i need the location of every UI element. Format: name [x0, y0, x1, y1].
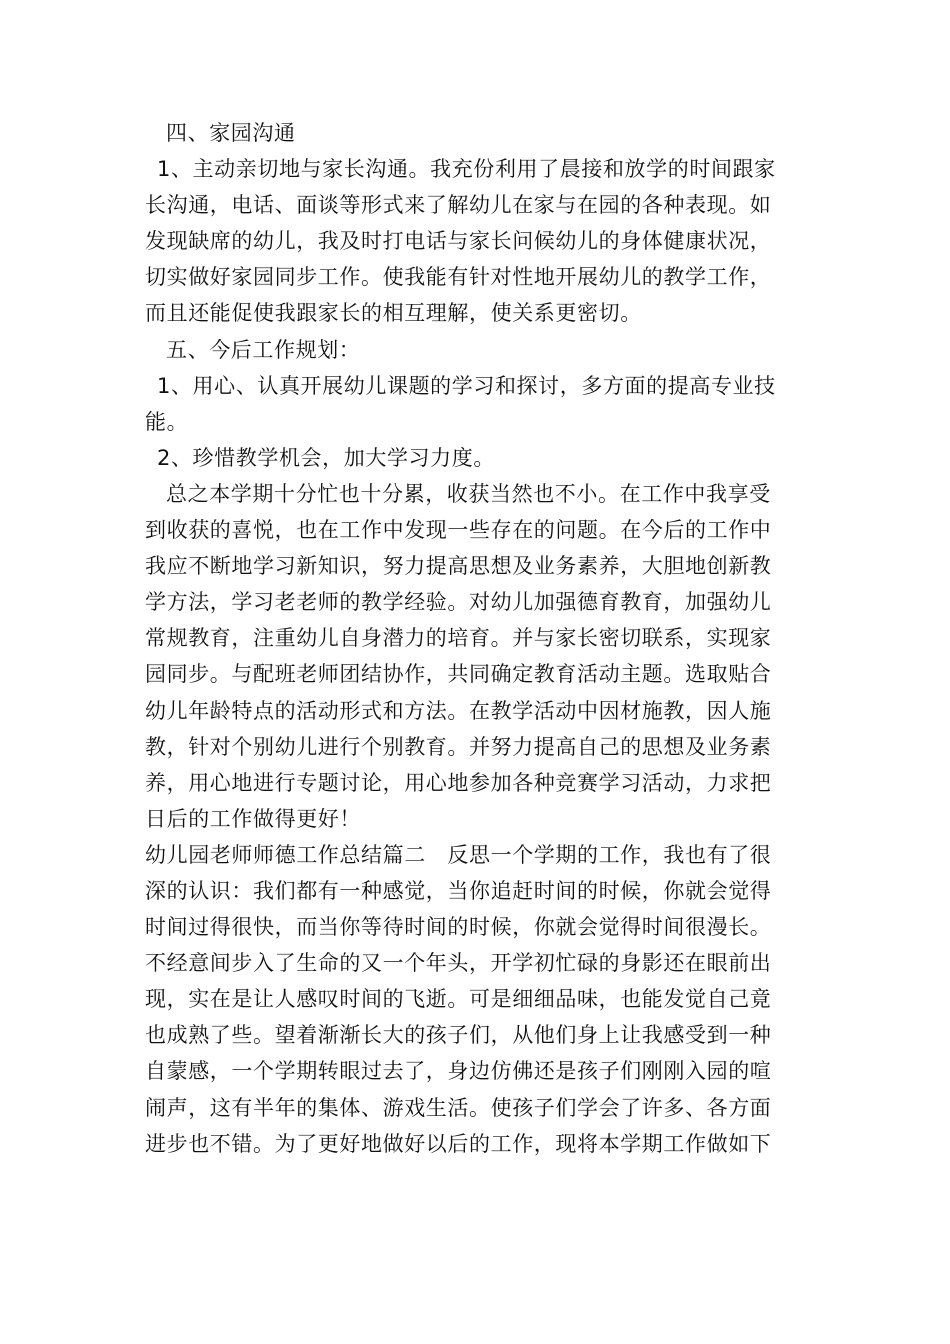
paragraph-line: 养，用心地进行专题讨论，用心地参加各种竞赛学习活动，力求把	[145, 770, 772, 795]
paragraph-line: 总之本学期十分忙也十分累，收获当然也不小。在工作中我享受	[166, 481, 771, 506]
paragraph-line: 日后的工作做得更好！	[145, 806, 361, 831]
paragraph-line: 园同步。与配班老师团结协作，共同确定教育活动主题。选取贴合	[145, 662, 772, 687]
paragraph-line: 我应不断地学习新知识，努力提高思想及业务素养，大胆地创新教	[145, 554, 772, 579]
document-body	[145, 115, 810, 1162]
paragraph-line: 时间过得很快，而当你等待时间的时候，你就会觉得时间很漫长。	[145, 915, 772, 940]
paragraph-line: 常规教育，注重幼儿自身潜力的培育。并与家长密切联系，实现家	[145, 626, 772, 651]
paragraph-line: 进步也不错。为了更好地做好以后的工作，现将本学期工作做如下	[145, 1131, 772, 1156]
paragraph-line: 能。	[145, 409, 189, 434]
paragraph-line: 不经意间步入了生命的又一个年头，开学初忙碌的身影还在眼前出	[145, 951, 772, 976]
paragraph-line: 闹声，这有半年的集体、游戏生活。使孩子们学会了许多、各方面	[145, 1095, 772, 1120]
paragraph-line: 发现缺席的幼儿，我及时打电话与家长问候幼儿的身体健康状况，	[145, 229, 772, 254]
paragraph-line: 而且还能促使我跟家长的相互理解，使关系更密切。	[145, 301, 642, 326]
paragraph-line: 幼儿园老师师德工作总结篇二 反思一个学期的工作，我也有了很	[145, 842, 772, 867]
paragraph-line: 1、主动亲切地与家长沟通。我充份利用了晨接和放学的时间跟家	[157, 157, 776, 182]
paragraph-line: 1、用心、认真开展幼儿课题的学习和探讨，多方面的提高专业技	[157, 373, 776, 398]
section-heading-future-plan: 五、今后工作规划：	[166, 337, 361, 362]
paragraph-line: 幼儿年龄特点的活动形式和方法。在教学活动中因材施教，因人施	[145, 698, 772, 723]
paragraph-line: 现，实在是让人感叹时间的飞逝。可是细细品味，也能发觉自己竟	[145, 987, 772, 1012]
paragraph-line: 学方法，学习老老师的教学经验。对幼儿加强德育教育，加强幼儿	[145, 590, 772, 615]
paragraph-line: 切实做好家园同步工作。使我能有针对性地开展幼儿的教学工作，	[145, 265, 772, 290]
section-heading-home-communication: 四、家园沟通	[166, 121, 296, 145]
paragraph-line: 2、珍惜教学机会，加大学习力度。	[157, 445, 495, 470]
paragraph-line: 教，针对个别幼儿进行个别教育。并努力提高自己的思想及业务素	[145, 734, 772, 759]
paragraph-line: 自蒙感，一个学期转眼过去了，身边仿佛还是孩子们刚刚入园的喧	[145, 1059, 772, 1084]
paragraph-line: 到收获的喜悦，也在工作中发现一些存在的问题。在今后的工作中	[145, 518, 772, 543]
paragraph-line: 深的认识：我们都有一种感觉，当你追赶时间的时候，你就会觉得	[145, 878, 772, 903]
paragraph-line: 也成熟了些。望着渐渐长大的孩子们，从他们身上让我感受到一种	[145, 1023, 772, 1048]
paragraph-line: 长沟通，电话、面谈等形式来了解幼儿在家与在园的各种表现。如	[145, 193, 772, 218]
